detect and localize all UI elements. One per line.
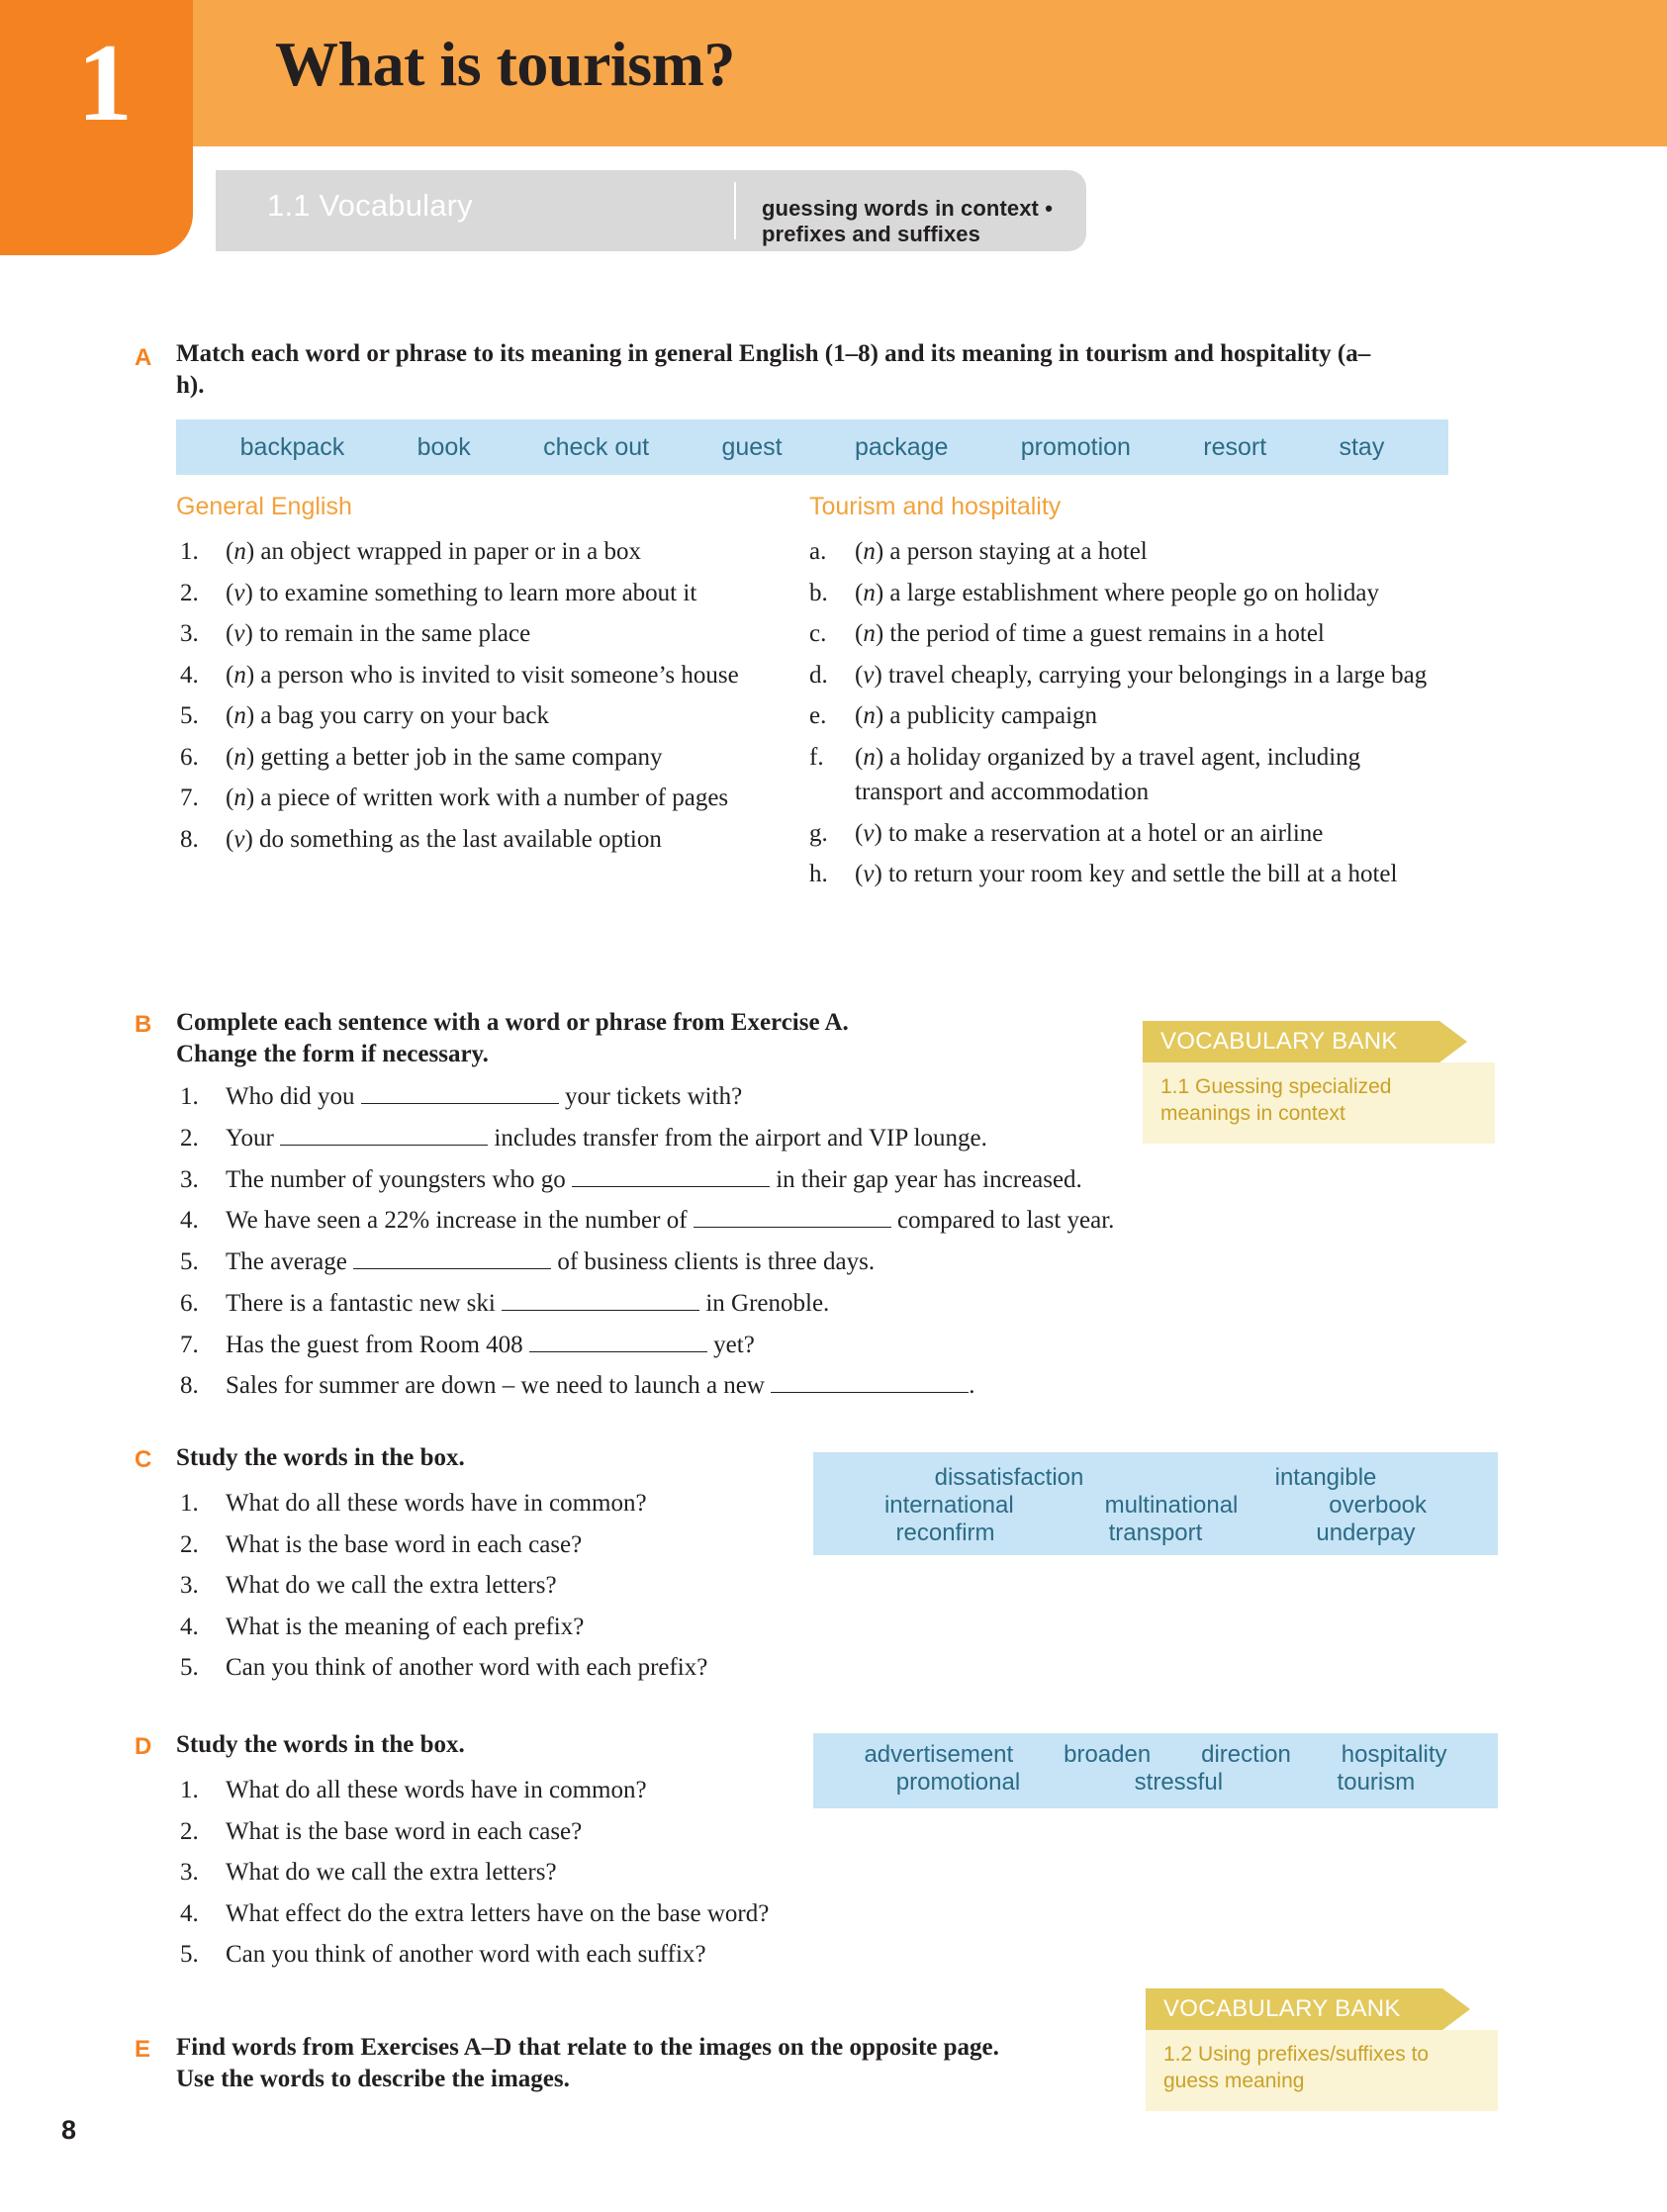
part-of-speech: (n): [226, 743, 261, 771]
part-of-speech: (n): [855, 620, 890, 647]
list-item: [180, 658, 764, 693]
part-of-speech: (n): [226, 784, 261, 811]
list-item: [809, 576, 1452, 611]
list-item: [180, 740, 764, 776]
gap-fill-sentence: [180, 1327, 1288, 1365]
header-band: [0, 0, 1667, 146]
sentence-text-before: The number of youngsters who go: [226, 1165, 572, 1193]
list-item-text: Can you think of another word with each suffix?: [226, 1941, 706, 1968]
list-item: [809, 534, 1452, 570]
exercise-d-letter: D: [135, 1733, 152, 1760]
answer-blank[interactable]: [280, 1145, 488, 1146]
sentence-text-before: The average: [226, 1248, 354, 1275]
list-item-marker: 6.: [180, 743, 199, 771]
list-item-text: to return your room key and settle the bill at a hotel: [888, 861, 1398, 887]
list-item-marker: 3.: [180, 1859, 199, 1886]
list-item-text: What do we call the extra letters?: [226, 1572, 557, 1599]
list-item-marker: g.: [809, 819, 828, 847]
list-item-marker: 5.: [180, 1654, 199, 1681]
gap-fill-sentence: [180, 1161, 1288, 1200]
list-item-text: a large establishment where people go on holiday: [889, 579, 1379, 606]
word-box-item: international: [883, 1492, 1014, 1519]
list-item: [180, 822, 764, 858]
answer-blank[interactable]: [771, 1392, 969, 1393]
page-number: 8: [61, 2115, 77, 2145]
vocabulary-bank-title-1: VOCABULARY BANK: [1160, 1028, 1398, 1055]
exercise-b-instruction: [176, 1007, 1027, 1070]
sentence-text-before: Has the guest from Room 408: [226, 1331, 529, 1358]
list-item-text: an object wrapped in paper or in a box: [260, 538, 641, 565]
list-item: [180, 534, 764, 570]
sentence-text-before: Sales for summer are down – we need to launch a new: [226, 1372, 772, 1400]
list-item: [180, 1610, 873, 1645]
word-box-item: promotional: [895, 1769, 1021, 1796]
word-box-item: guest: [721, 432, 783, 461]
gap-fill-sentence: [180, 1244, 1288, 1282]
word-box-item: advertisement: [864, 1741, 1014, 1768]
sentence-text-before: Who did you: [226, 1083, 361, 1110]
vocabulary-bank-title-2: VOCABULARY BANK: [1163, 1995, 1401, 2022]
word-box-row: [813, 1492, 1498, 1520]
general-english-list: [180, 534, 764, 863]
list-item: [180, 1650, 873, 1686]
part-of-speech: (n): [855, 538, 890, 565]
word-box-item: stay: [1339, 432, 1385, 461]
answer-blank[interactable]: [529, 1351, 707, 1352]
answer-blank[interactable]: [502, 1310, 699, 1311]
list-item-marker: 4.: [180, 661, 199, 689]
sentence-marker: 8.: [180, 1372, 199, 1400]
list-item: [809, 857, 1452, 892]
part-of-speech: (n): [855, 702, 890, 729]
word-box-item: broaden: [1064, 1741, 1152, 1768]
list-item-marker: b.: [809, 579, 828, 606]
list-item: [180, 1486, 873, 1521]
list-item-marker: 5.: [180, 1941, 199, 1968]
answer-blank[interactable]: [361, 1103, 559, 1104]
list-item-marker: d.: [809, 661, 828, 689]
sentence-text-after: .: [969, 1372, 975, 1400]
list-item-text: getting a better job in the same company: [260, 743, 663, 771]
list-item-text: a person staying at a hotel: [889, 538, 1148, 565]
sentence-marker: 5.: [180, 1248, 199, 1275]
list-item: [809, 616, 1452, 652]
list-item-marker: 1.: [180, 538, 199, 565]
exercise-e-letter: E: [135, 2036, 151, 2063]
exercise-e-instruction-line1: Find words from Exercises A–D that relate to the images on the opposite page.: [176, 2034, 999, 2061]
section-divider: [734, 182, 736, 239]
list-item-text: What is the base word in each case?: [226, 1817, 583, 1845]
list-item-text: Can you think of another word with each prefix?: [226, 1654, 708, 1681]
sentence-text-after: of business clients is three days.: [551, 1248, 876, 1275]
exercise-c-instruction: Study the words in the box.: [176, 1444, 465, 1471]
part-of-speech: (v): [226, 620, 260, 647]
list-item: [180, 576, 764, 611]
list-item-marker: 4.: [180, 1899, 199, 1927]
sentence-marker: 7.: [180, 1331, 199, 1358]
list-item-text: What do we call the extra letters?: [226, 1859, 557, 1886]
sentence-marker: 6.: [180, 1289, 199, 1317]
sentence-text-after: includes transfer from the airport and VIP lounge.: [488, 1124, 987, 1152]
exercise-d-question-list: [180, 1773, 873, 1979]
word-box-item: direction: [1201, 1741, 1291, 1768]
word-box-row: [813, 1464, 1498, 1492]
word-box-item: multinational: [1104, 1492, 1239, 1519]
list-item-marker: 8.: [180, 825, 199, 853]
unit-number: 1: [77, 22, 133, 144]
list-item-marker: a.: [809, 538, 827, 565]
gap-fill-sentence: [180, 1078, 1288, 1117]
list-item: [809, 698, 1452, 734]
part-of-speech: (v): [855, 819, 889, 847]
list-item: [809, 816, 1452, 852]
list-item-text: to make a reservation at a hotel or an airline: [888, 819, 1324, 847]
list-item: [180, 1937, 873, 1973]
word-box-item: check out: [543, 432, 650, 461]
exercise-a-letter: A: [135, 344, 152, 371]
list-item: [180, 1814, 873, 1850]
list-item-text: What is the base word in each case?: [226, 1530, 583, 1558]
sentence-text-after: compared to last year.: [890, 1207, 1115, 1235]
list-item-text: travel cheaply, carrying your belongings in a large bag: [888, 661, 1428, 689]
list-item-marker: 1.: [180, 1777, 199, 1803]
word-box-item: promotion: [1020, 432, 1131, 461]
list-item-marker: 7.: [180, 784, 199, 811]
word-box-item: underpay: [1316, 1520, 1416, 1546]
exercise-b-sentence-list: [180, 1078, 1288, 1409]
list-item: [180, 698, 764, 734]
sentence-text-after: in Grenoble.: [699, 1289, 830, 1317]
list-item-marker: 5.: [180, 702, 199, 729]
sentence-text-after: your tickets with?: [558, 1083, 743, 1110]
gap-fill-sentence: [180, 1285, 1288, 1324]
tourism-hospitality-list: [809, 534, 1452, 898]
exercise-a-word-box: [176, 419, 1448, 475]
answer-blank[interactable]: [353, 1268, 551, 1269]
list-item: [180, 1568, 873, 1604]
list-item-text: a bag you carry on your back: [260, 702, 549, 729]
exercise-e-instruction: [176, 2032, 1116, 2095]
exercise-d-word-box: [813, 1733, 1498, 1808]
list-item-marker: 4.: [180, 1613, 199, 1640]
sentence-text-after: in their gap year has increased.: [769, 1165, 1082, 1193]
list-item-marker: f.: [809, 743, 824, 771]
list-item: [809, 658, 1452, 693]
word-box-row: [813, 1769, 1498, 1797]
exercise-c-question-list: [180, 1486, 873, 1692]
part-of-speech: (n): [226, 661, 261, 689]
part-of-speech: (n): [855, 743, 890, 771]
list-item-marker: 2.: [180, 1530, 199, 1558]
vocabulary-bank-body-2: 1.2 Using prefixes/suffixes to guess meaning: [1146, 2030, 1498, 2111]
part-of-speech: (v): [226, 825, 260, 853]
sentence-text-before: Your: [226, 1124, 281, 1152]
exercise-d-instruction: Study the words in the box.: [176, 1731, 465, 1758]
list-item-text: the period of time a guest remains in a hotel: [889, 620, 1325, 647]
vocabulary-bank-callout-2[interactable]: [1146, 1988, 1498, 2111]
part-of-speech: (n): [855, 579, 890, 606]
sentence-text-before: We have seen a 22% increase in the number of: [226, 1207, 694, 1235]
list-item-text: a publicity campaign: [889, 702, 1098, 729]
list-item: [180, 781, 764, 816]
list-item-marker: 1.: [180, 1490, 199, 1517]
list-item-text: What is the meaning of each prefix?: [226, 1613, 585, 1640]
list-item-text: What effect do the extra letters have on the base word?: [226, 1899, 770, 1927]
list-item-text: a holiday organized by a travel agent, including transport and accommodation: [855, 743, 1361, 805]
sentence-marker: 4.: [180, 1207, 199, 1235]
sentence-marker: 3.: [180, 1165, 199, 1193]
list-item-marker: h.: [809, 861, 828, 887]
page-title: What is tourism?: [275, 29, 735, 99]
part-of-speech: (v): [855, 861, 889, 887]
list-item-text: to examine something to learn more about it: [259, 579, 697, 606]
word-box-item: dissatisfaction: [934, 1464, 1084, 1491]
exercise-b-letter: B: [135, 1011, 152, 1038]
word-box-item: transport: [1108, 1520, 1203, 1546]
vocabulary-bank-header-1: [1143, 1021, 1439, 1062]
section-description: guessing words in context • prefixes and suffixes: [762, 196, 1053, 246]
list-item: [180, 616, 764, 652]
section-bar: [216, 170, 1086, 251]
list-item-text: to remain in the same place: [259, 620, 531, 647]
word-box-item: intangible: [1274, 1464, 1377, 1491]
exercise-c-word-box: [813, 1452, 1498, 1555]
word-box-row: [813, 1741, 1498, 1769]
column-heading-general-english: General English: [176, 493, 352, 520]
answer-blank[interactable]: [572, 1186, 770, 1187]
list-item-marker: 2.: [180, 1817, 199, 1845]
list-item: [180, 1773, 873, 1808]
word-box-item: hospitality: [1341, 1741, 1447, 1768]
list-item-text: a person who is invited to visit someone’s house: [260, 661, 739, 689]
vocabulary-bank-arrow-1: [1439, 1021, 1467, 1062]
exercise-e-instruction-line2: Use the words to describe the images.: [176, 2066, 570, 2092]
part-of-speech: (v): [226, 579, 260, 606]
list-item: [180, 1855, 873, 1890]
vocabulary-bank-header-2: [1146, 1988, 1442, 2030]
list-item-marker: 3.: [180, 620, 199, 647]
word-box-item: resort: [1203, 432, 1267, 461]
sentence-marker: 1.: [180, 1083, 199, 1110]
word-box-item: tourism: [1337, 1769, 1416, 1796]
answer-blank[interactable]: [694, 1227, 891, 1228]
list-item-text: What do all these words have in common?: [226, 1777, 647, 1803]
word-box-item: reconfirm: [895, 1520, 995, 1546]
word-box-item: book: [417, 432, 471, 461]
sentence-text-after: yet?: [706, 1331, 755, 1358]
list-item: [180, 1527, 873, 1563]
part-of-speech: (n): [226, 538, 261, 565]
list-item: [180, 1896, 873, 1932]
list-item-marker: 2.: [180, 579, 199, 606]
part-of-speech: (v): [855, 661, 889, 689]
vocabulary-bank-body-1: 1.1 Guessing specialized meanings in context: [1143, 1062, 1495, 1144]
list-item-text: a piece of written work with a number of pages: [260, 784, 729, 811]
exercise-b-instruction-line2: Change the form if necessary.: [176, 1041, 489, 1067]
vocabulary-bank-arrow-2: [1442, 1988, 1470, 2030]
word-box-row: [813, 1520, 1498, 1547]
sentence-text-before: There is a fantastic new ski: [226, 1289, 503, 1317]
exercise-c-letter: C: [135, 1446, 152, 1473]
list-item-marker: e.: [809, 702, 827, 729]
list-item-text: do something as the last available option: [259, 825, 662, 853]
word-box-item: overbook: [1329, 1492, 1428, 1519]
word-box-item: backpack: [239, 432, 345, 461]
sentence-marker: 2.: [180, 1124, 199, 1152]
gap-fill-sentence: [180, 1367, 1288, 1406]
list-item-marker: 3.: [180, 1572, 199, 1599]
list-item-marker: c.: [809, 620, 827, 647]
list-item: [809, 740, 1452, 810]
word-box-item: stressful: [1134, 1769, 1224, 1796]
exercise-a-instruction: Match each word or phrase to its meaning in general English (1–8) and its meaning in tourism and hospitality (a–h).: [176, 340, 1371, 399]
vocabulary-bank-callout-1[interactable]: [1143, 1021, 1495, 1144]
section-number: 1.1 Vocabulary: [267, 188, 473, 223]
gap-fill-sentence: [180, 1120, 1288, 1158]
gap-fill-sentence: [180, 1202, 1288, 1241]
exercise-b-instruction-line1: Complete each sentence with a word or phrase from Exercise A.: [176, 1009, 849, 1036]
word-box-item: package: [854, 432, 949, 461]
list-item-text: What do all these words have in common?: [226, 1490, 647, 1517]
column-heading-tourism-hospitality: Tourism and hospitality: [809, 493, 1062, 520]
part-of-speech: (n): [226, 702, 261, 729]
